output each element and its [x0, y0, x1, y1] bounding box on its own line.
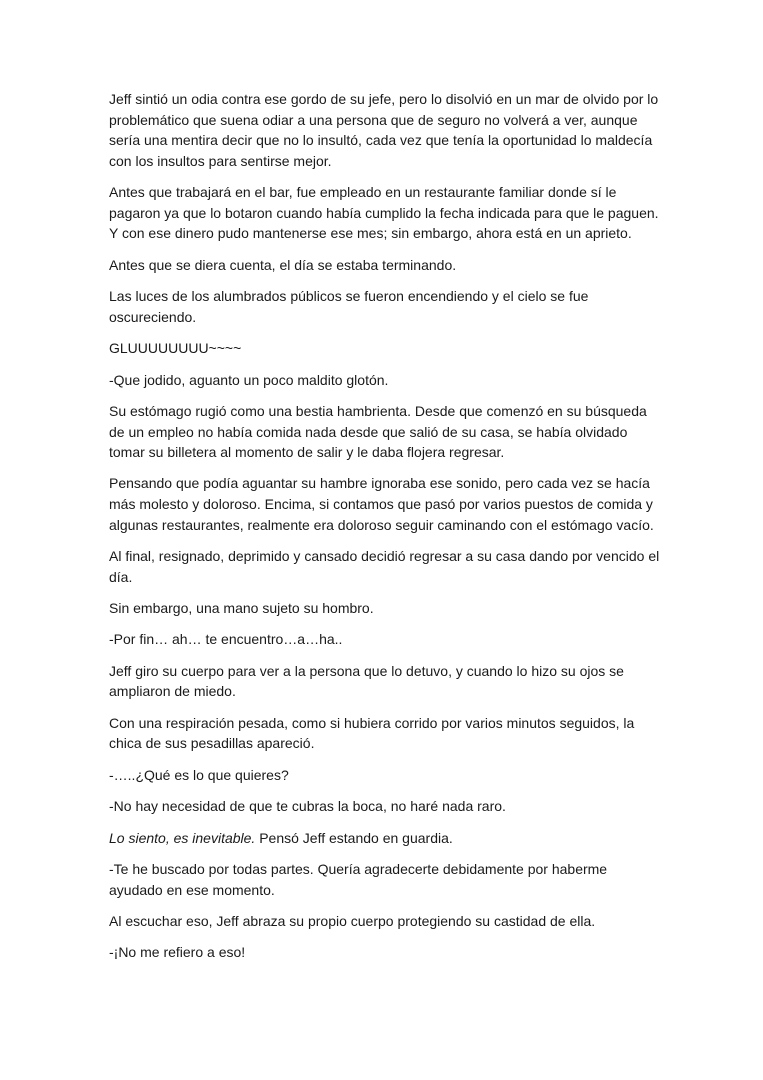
paragraph: Al escuchar eso, Jeff abraza su propio cuerpo protegiendo su castidad de ella. — [109, 912, 596, 929]
document-body — [109, 89, 664, 974]
paragraph: Sin embargo, una mano sujeto su hombro. — [109, 600, 374, 617]
paragraph: -No hay necesidad de que te cubras la boca, no haré nada raro. — [109, 798, 506, 815]
paragraph: -Te he buscado por todas partes. Quería agradecerte debidamente por haberme ayudado en ese momento. — [109, 860, 608, 898]
paragraph: Jeff sintió un odia contra ese gordo de su jefe, pero lo disolvió en un mar de olvido por lo problemático que suena odiar a una persona que de seguro no volverá a ver, aunque sería una mentira decir que no lo insultó, cada vez que tenía la oportunidad lo maldecía con los insultos para sentirse mejor. — [109, 91, 659, 169]
paragraph: -…..¿Qué es lo que quieres? — [109, 766, 289, 783]
thought-continuation: Pensó Jeff estando en guardia. — [255, 829, 453, 846]
paragraph: Con una respiración pesada, como si hubiera corrido por varios minutos seguidos, la chica de sus pesadillas apareció. — [109, 714, 635, 752]
paragraph: Las luces de los alumbrados públicos se fueron encendiendo y el cielo se fue oscureciendo. — [109, 288, 589, 325]
paragraph-thought — [109, 828, 664, 849]
paragraph: Antes que trabajará en el bar, fue empleado en un restaurante familiar donde sí le pagaron ya que lo botaron cuando había cumplido la fecha indicada para que le paguen. Y con ese dinero pudo mantenerse ese mes; sin embargo, ahora está en un aprieto. — [109, 184, 659, 242]
italic-thought: Lo siento, es inevitable. — [109, 829, 256, 846]
paragraph: Pensando que podía aguantar su hambre ignoraba ese sonido, pero cada vez se hacía más molesto y doloroso. Encima, si contamos que pasó por varios puestos de comida y algunas restaurantes, realmente era doloroso seguir caminando con el estómago vacío. — [109, 475, 654, 533]
paragraph: Su estómago rugió como una bestia hambrienta. Desde que comenzó en su búsqueda de un empleo no había comida nada desde que salió de su casa, se había olvidado tomar su billetera al momento de salir y le daba flojera regresar. — [109, 402, 647, 461]
paragraph: Jeff giro su cuerpo para ver a la persona que lo detuvo, y cuando lo hizo su ojos se ampliaron de miedo. — [109, 662, 624, 700]
paragraph: -¡No me refiero a eso! — [109, 944, 246, 961]
paragraph: Al final, resignado, deprimido y cansado decidió regresar a su casa dando por vencido el día. — [109, 548, 660, 585]
paragraph: -Por fin… ah… te encuentro…a…ha.. — [109, 631, 343, 648]
paragraph: Antes que se diera cuenta, el día se estaba terminando. — [109, 256, 457, 273]
paragraph: -Que jodido, aguanto un poco maldito glotón. — [109, 371, 389, 388]
paragraph: GLUUUUUUUU~~~~ — [109, 340, 242, 357]
